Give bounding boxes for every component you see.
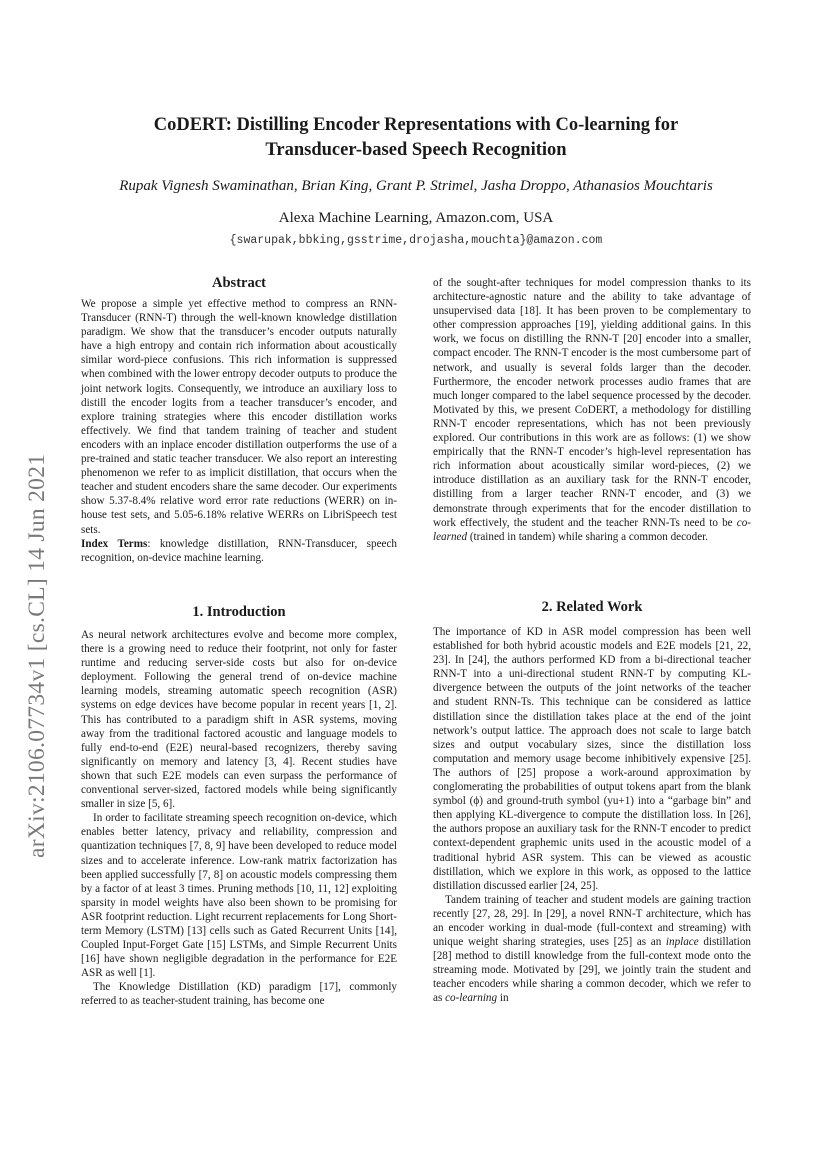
introduction-heading: 1. Introduction bbox=[192, 604, 286, 620]
intro-continued-end: (trained in tandem) while sharing a common decoder. bbox=[467, 530, 709, 543]
affiliation: Alexa Machine Learning, Amazon.com, USA bbox=[278, 210, 554, 226]
paper-title bbox=[90, 113, 742, 163]
arxiv-identifier: arXiv:2106.07734v1 [cs.CL] 14 Jun 2021 bbox=[24, 453, 50, 858]
author-emails: {swarupak,bbking,gsstrime,drojasha,mouchta}@amazon.com bbox=[229, 234, 603, 247]
abstract-text: We propose a simple yet effective method to compress an RNN-Transducer (RNN-T) through the well-known knowledge distillation paradigm. We show that the transducer’s encoder outputs naturally have a high entropy and contain rich information about acoustically similar word-piece confusions. This rich information is suppressed when combined with the lower entropy decoder outputs to produce the joint network logits. Consequently, we introduce an auxiliary loss to distill the encoder logits from a teacher transducer’s encoder, and explore training strategies where this encoder distillation works effectively. We find that tandem training of teacher and student encoders with an inplace encoder distillation outperforms the use of a pre-trained and static teacher transducer. We also report an interesting phenomenon we refer to as implicit distillation, that occurs when the teacher and student encoders share the same decoder. Our experiments show 5.37-8.4% relative word error rate reductions (WERR) on in-house test sets, and 5.05-6.18% relative WERRs on LibriSpeech test sets. bbox=[81, 298, 397, 536]
co-learning-emphasis: co-learning bbox=[445, 992, 498, 1005]
introduction-section bbox=[81, 603, 397, 621]
author-list: Rupak Vignesh Swaminathan, Brian King, Grant P. Strimel, Jasha Droppo, Athanasios Mouchtaris bbox=[119, 178, 713, 194]
intro-paragraph-2: In order to facilitate streaming speech recognition on-device, which enables better latency, privacy and reliability, compression and quantization techniques [7, 8, 9] have been developed to reduce model sizes and to accelerate inference. Low-rank matrix factorization has been applied successfully [7, 8] on acoustic models compressing them by a factor of at least 3 times. Pruning methods [10, 11, 12] exploiting sparsity in model weights have also been shown to be promising for ASR footprint reduction. Light recurrent replacements for Long Short-term Memory (LSTM) [13] cells such as Gated Recurrent Units [14], Coupled Input-Forget Gate [15] LSTMs, and Simple Recurrent Units [16] have shown negligible degradation in the performance for E2E ASR as well [1]. bbox=[81, 812, 397, 980]
index-terms-text: : knowledge distillation, RNN-Transducer, speech recognition, on-device machine learning. bbox=[81, 537, 397, 564]
related-work-heading: 2. Related Work bbox=[541, 599, 643, 615]
title-line-1: CoDERT: Distilling Encoder Representations with Co-learning for bbox=[153, 115, 679, 135]
abstract-body bbox=[81, 297, 397, 565]
abstract-section bbox=[81, 274, 397, 292]
related-p2-text-c: in bbox=[497, 992, 509, 1005]
related-work-section bbox=[433, 598, 751, 616]
co-learned-emphasis: co-learned bbox=[433, 516, 751, 543]
related-p2-text-a: Tandem training of teacher and student models are gaining traction recently [27, 28, 29]. In [29], a novel RNN-T architecture, which has an encoder working in dual-mode (full-context and streaming) with unique weight sharing strategies, uses [25] as an bbox=[433, 893, 751, 949]
intro-paragraph-3: The Knowledge Distillation (KD) paradigm [17], commonly referred to as teacher-student training, has become one bbox=[81, 981, 397, 1008]
introduction-body bbox=[81, 628, 397, 1009]
index-terms bbox=[81, 537, 397, 565]
index-terms-label: Index Terms bbox=[81, 537, 148, 550]
abstract-heading: Abstract bbox=[212, 275, 266, 291]
intro-paragraph-1: As neural network architectures evolve and become more complex, there is a growing need to reduce their footprint, not only for faster runtime and reducing server-side costs but also for on-device deployment. Following the general trend of on-device machine learning models, streaming automatic speech recognition (ASR) systems on edge devices have become popular in recent years [1, 2]. This has contributed to a paradigm shift in ASR systems, moving away from the traditional factored acoustic and language models to fully end-to-end (E2E) neural-based recognizers, thereby saving significantly on memory and latency [3, 4]. Recent studies have shown that such E2E models can even surpass the performance of conventional server-sized, factored models while being significantly smaller in size [5, 6]. bbox=[81, 629, 397, 811]
inplace-emphasis: inplace bbox=[665, 936, 699, 949]
related-paragraph-2 bbox=[433, 893, 751, 1006]
intro-continued-paragraph bbox=[433, 276, 751, 544]
related-paragraph-1: The importance of KD in ASR model compression has been well established for both hybrid acoustic models and E2E models [21, 22, 23]. In [24], the authors performed KD from a bi-directional teacher RNN-T into a uni-directional student RNN-T by computing KL-divergence between the outputs of the joint networks of the teacher and student RNN-Ts. This technique can be considered as lattice distillation since the distillation takes place at the end of the joint network’s output lattice. The approach does not scale to large batch sizes and output vocabulary sizes, since the distillation loss computation and memory usage become inhibitively expensive [25]. The authors of [25] propose a work-around approximation by conglomerating the probabilities of output tokens apart from the blank symbol (ϕ) and ground-truth symbol (yu+1) into a “garbage bin” and then applying KL-divergence to compute the distillation loss. In [26], the authors propose an auxiliary task for the RNN-T encoder to predict context-dependent graphemic units used in the acoustic model of a traditional hybrid ASR system. This can be viewed as acoustic distillation, which we explore in this work, as opposed to the lattice distillation discussed earlier [24, 25]. bbox=[433, 626, 751, 892]
intro-continued-text: of the sought-after techniques for model compression thanks to its architecture-agnostic nature and the ability to take advantage of unsupervised data [18]. It has been proven to be complementary to other compression approaches [19], yielding additional gains. In this work, we focus on distilling the RNN-T [20] encoder into a smaller, compact encoder. The RNN-T encoder is the most cumbersome part of network, and usually is several folds larger than the decoder. Furthermore, the encoder network processes audio frames that are much longer compared to the label sequence processed by the decoder. Motivated by this, we present CoDERT, a methodology for distilling RNN-T encoder representations, which has not been previously explored. Our contributions in this work are as follows: (1) we show empirically that the RNN-T encoder’s high-level representation has rich information about acoustically similar word-pieces, (2) we introduce distillation as an auxiliary task for the RNN-T encoder, distilling from a larger teacher RNN-T encoder, and (3) we demonstrate through experiments that for the encoder distillation to work effectively, the student and the teacher RNN-Ts need to be bbox=[433, 277, 751, 529]
related-p2-text-b: distillation [28] method to distill knowledge from the full-context mode onto the streaming mode. Motivated by [29], we jointly train the student and teacher encoders while sharing a common decoder, which we refer to as bbox=[433, 936, 751, 1005]
related-work-body bbox=[433, 625, 751, 1006]
title-line-2: Transducer-based Speech Recognition bbox=[265, 140, 567, 160]
right-column-intro-continued bbox=[433, 276, 751, 544]
